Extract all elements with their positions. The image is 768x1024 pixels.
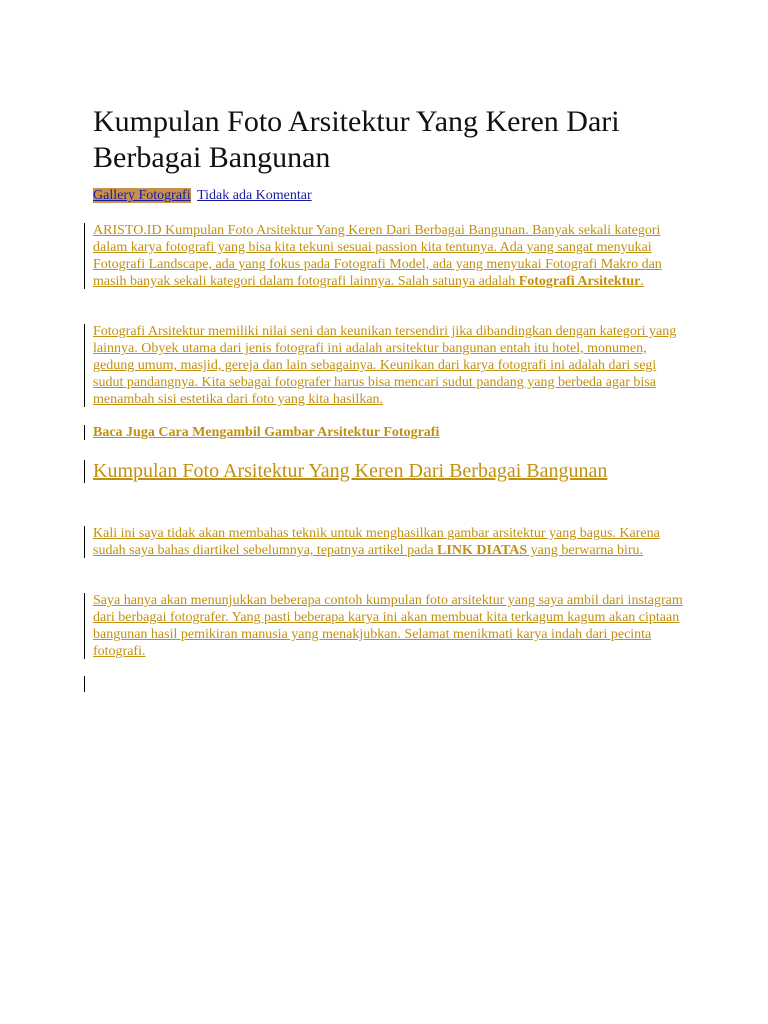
body-text-2: Saya hanya akan menunjukkan beberapa contoh kumpulan foto arsitektur yang saya ambil dari instagram dari berbagai fotografer. Yang pasti beberapa karya ini akan membuat kita terkagum kagum akan ciptaan bangunan hasil pemikiran manusia yang menakjubkan. Selamat menikmati karya indah dari pecinta fotografi. — [93, 593, 683, 659]
link-diatas-bold: LINK DIATAS — [437, 543, 528, 558]
intro-paragraph[interactable] — [93, 222, 683, 290]
intro-end: . — [640, 274, 644, 289]
body-paragraph-1[interactable] — [93, 525, 683, 559]
read-also-link[interactable] — [93, 424, 683, 441]
intro-text: ARISTO.ID Kumpulan Foto Arsitektur Yang Keren Dari Berbagai Bangunan. Banyak sekali kategori dalam karya fotografi yang bisa kita tekuni sesuai passion kita tentunya. Ada yang sangat menyukai Fotografi Landscape, ada yang fokus pada Fotografi Model, ada yang menyukai Fotografi Makro dan masih banyak sekali kategori dalam fotografi lainnya. Salah satunya adalah — [93, 223, 662, 289]
description-text: Fotografi Arsitektur memiliki nilai seni dan keunikan tersendiri jika dibandingkan dengan kategori yang lainnya. Obyek utama dari jenis fotografi ini adalah arsitektur bangunan entah itu hotel, monumen, gedung umum, masjid, gereja dan lain sebagainya. Keunikan dari karya fotografi ini adalah dari segi sudut pandangnya. Kita sebagai fotografer harus bisa mencari sudut pandang yang berbeda agar bisa menambah sisi estetika dari foto yang kita hasilkan. — [93, 324, 677, 407]
article-title: Kumpulan Foto Arsitektur Yang Keren Dari Berbagai Bangunan — [93, 105, 620, 174]
comments-link[interactable]: Tidak ada Komentar — [197, 188, 312, 203]
article-meta — [93, 187, 312, 205]
section-heading[interactable]: Kumpulan Foto Arsitektur Yang Keren Dari Berbagai Bangunan — [93, 458, 683, 485]
category-link[interactable]: Gallery Fotografi — [93, 188, 191, 203]
body-text-1: Kali ini saya tidak akan membahas teknik untuk menghasilkan gambar arsitektur yang bagus. Karena sudah saya bahas diartikel sebelumnya, tepatnya artikel pada — [93, 526, 660, 558]
intro-bold-term: Fotografi Arsitektur — [518, 274, 641, 289]
text-cursor — [84, 676, 85, 692]
body-text-1-end: yang berwarna biru. — [527, 543, 644, 558]
body-paragraph-2[interactable] — [93, 592, 683, 660]
read-also-text: Baca Juga Cara Mengambil Gambar Arsitektur Fotografi — [93, 425, 440, 440]
description-paragraph[interactable] — [93, 323, 683, 408]
